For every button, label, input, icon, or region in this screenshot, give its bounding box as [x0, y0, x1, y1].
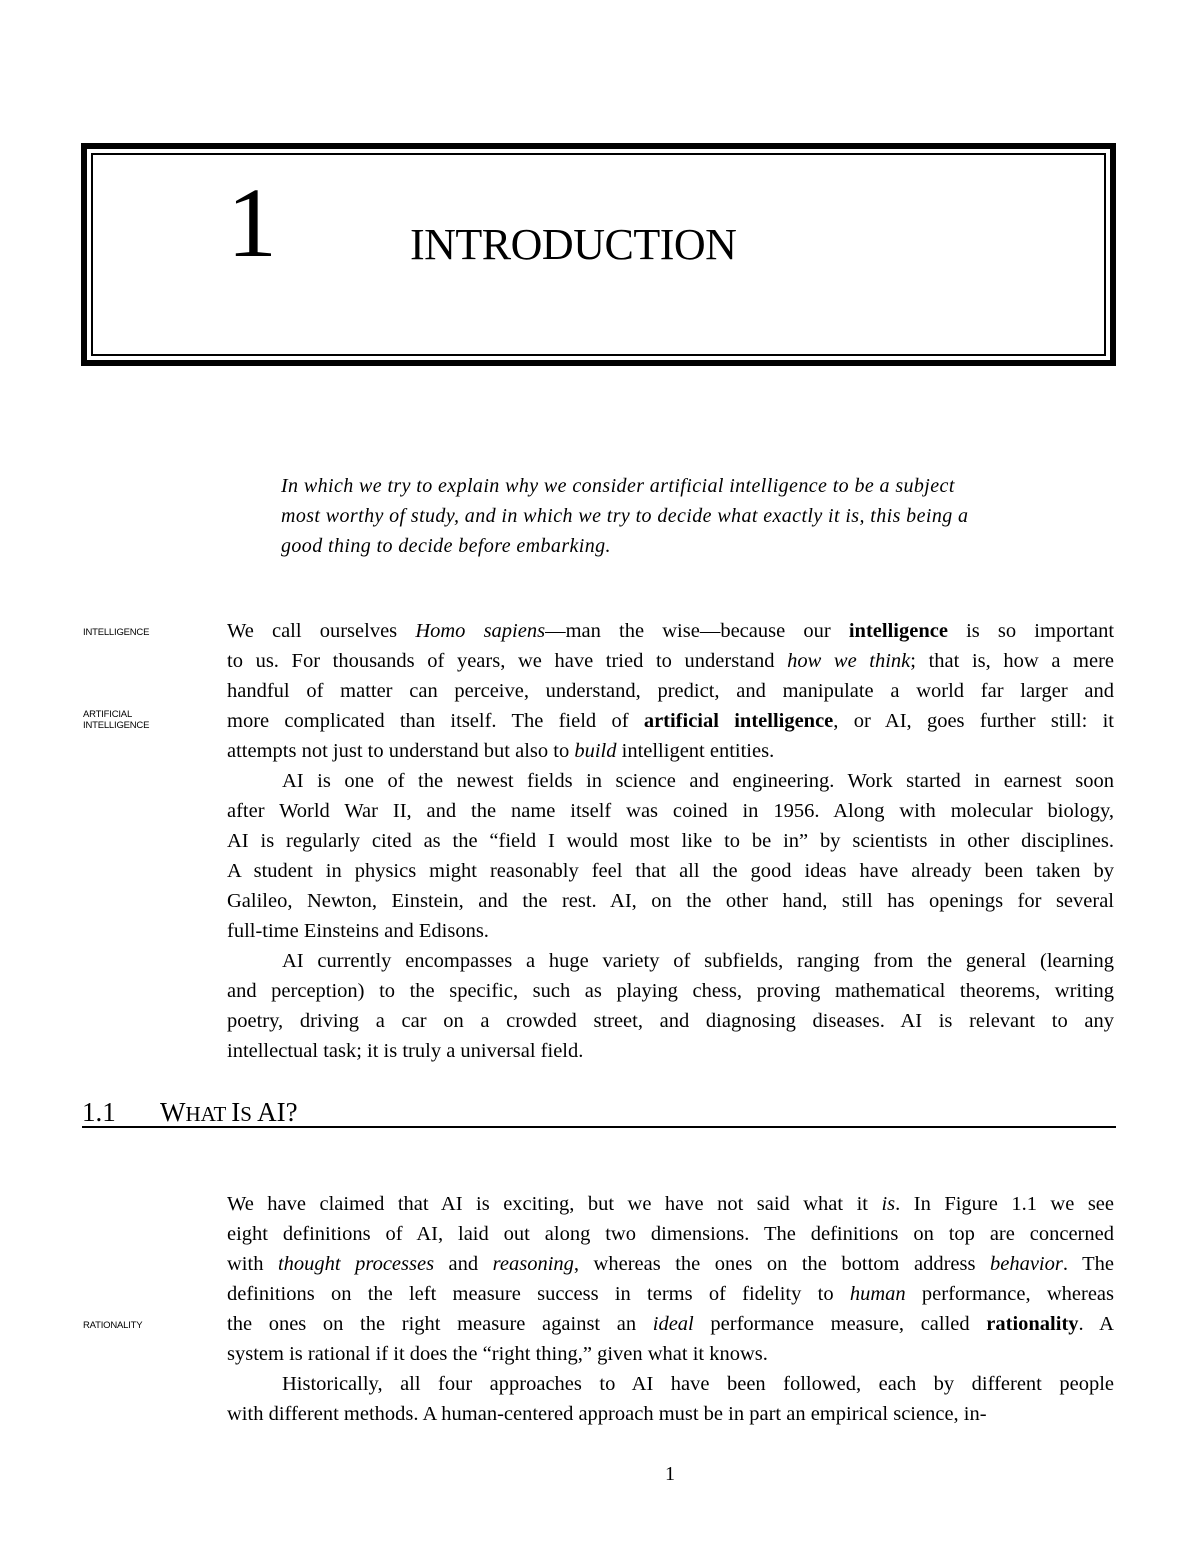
text-run: , or AI, goes further still: it — [833, 710, 1114, 732]
paragraph-line — [227, 916, 1114, 946]
epigraph-line: In which we try to explain why we consider artificial intelligence to be a subject — [281, 475, 955, 497]
text-run: performance measure, called — [693, 1313, 987, 1335]
section-heading — [82, 1098, 1116, 1128]
text-run: and perception) to the specific, such as playing chess, proving mathematical theorems, writing — [227, 980, 1114, 1002]
section-title — [160, 1097, 298, 1127]
text-run: We have claimed that AI is exciting, but we have not said what it — [227, 1193, 882, 1215]
text-run: —man the wise—because our — [545, 620, 849, 642]
paragraph-line — [227, 1399, 1114, 1429]
text-run: . The — [1062, 1253, 1114, 1275]
text-run: A student in physics might reasonably feel that all the good ideas have already been taken by — [227, 860, 1114, 882]
text-run: more complicated than itself. The field of — [227, 710, 644, 732]
chapter-header-box — [81, 143, 1116, 366]
italic-text: build — [574, 740, 617, 762]
text-run: intellectual task; it is truly a universal field. — [227, 1040, 584, 1062]
paragraph-line — [227, 826, 1114, 856]
epigraph-line: most worthy of study, and in which we try to decide what exactly it is, this being a — [281, 505, 969, 527]
paragraph-line — [282, 1369, 1114, 1399]
margin-note-artificial-intelligence — [83, 709, 149, 731]
text-run: is so important — [947, 620, 1115, 642]
section-title-part: W — [160, 1097, 186, 1127]
text-run: system is rational if it does the “right thing,” given what it knows. — [227, 1343, 768, 1365]
chapter-number: 1 — [227, 167, 277, 278]
bold-term: rationality — [986, 1313, 1079, 1335]
section-number: 1.1 — [82, 1097, 116, 1127]
text-run: after World War II, and the name itself was coined in 1956. Along with molecular biology, — [227, 800, 1114, 822]
paragraph-line — [227, 736, 1114, 766]
text-run: AI is regularly cited as the “field I would most like to be in” by scientists in other disciplines. — [227, 830, 1114, 852]
text-run: with different methods. A human-centered approach must be in part an empirical science, in- — [227, 1403, 987, 1425]
margin-note-text: INTELLIGENCE — [83, 627, 150, 638]
page-number: 1 — [665, 1463, 675, 1485]
text-run: and — [434, 1253, 493, 1275]
italic-text: thought processes — [277, 1253, 435, 1275]
bold-term: artificial intelligence — [643, 710, 834, 732]
text-run: We call ourselves — [227, 620, 416, 642]
text-run: Galileo, Newton, Einstein, and the rest. AI, on the other hand, still has openings for several — [227, 890, 1114, 912]
paragraph-line — [227, 1219, 1114, 1249]
epigraph-line: good thing to decide before embarking. — [281, 535, 611, 557]
paragraph-line — [227, 856, 1114, 886]
italic-text: how we think — [787, 650, 911, 672]
paragraph-line — [227, 796, 1114, 826]
section-title-part: AI? — [257, 1097, 298, 1127]
paragraph-line — [227, 886, 1114, 916]
text-run: AI is one of the newest fields in science and engineering. Work started in earnest soon — [282, 770, 1114, 792]
section-title-part: I — [231, 1097, 241, 1127]
margin-note-intelligence — [83, 627, 149, 638]
text-run: , whereas the ones on the bottom address — [573, 1253, 990, 1275]
paragraph-line — [227, 976, 1114, 1006]
chapter-epigraph — [281, 471, 1071, 561]
text-run: definitions on the left measure success in terms of fidelity to — [227, 1283, 850, 1305]
paragraph-line — [227, 1189, 1114, 1219]
italic-text: ideal — [652, 1313, 694, 1335]
text-run: poetry, driving a car on a crowded street, and diagnosing diseases. AI is relevant to any — [227, 1010, 1114, 1032]
text-run: with — [227, 1253, 278, 1275]
paragraph-line — [227, 1249, 1114, 1279]
italic-text: human — [849, 1283, 906, 1305]
bold-term: intelligence — [848, 620, 948, 642]
text-run: attempts not just to understand but also to — [227, 740, 575, 762]
italic-text: reasoning — [492, 1253, 574, 1275]
paragraph-line — [282, 766, 1114, 796]
paragraph-line — [227, 1309, 1114, 1339]
paragraph-line — [227, 676, 1114, 706]
text-run: performance, whereas — [905, 1283, 1114, 1305]
text-run: Historically, all four approaches to AI have been followed, each by different people — [282, 1373, 1114, 1395]
paragraph-line — [227, 1339, 1114, 1369]
paragraph-line — [227, 616, 1114, 646]
chapter-title: INTRODUCTION — [410, 220, 737, 269]
section-title-part: S — [240, 1102, 258, 1126]
section-title-part: HAT — [185, 1102, 232, 1126]
italic-text: is — [881, 1193, 896, 1215]
paragraph-line — [227, 706, 1114, 736]
paragraph-line — [227, 1036, 1114, 1066]
text-run: AI currently encompasses a huge variety of subfields, ranging from the general (learning — [282, 950, 1114, 972]
paragraph-line — [227, 646, 1114, 676]
paragraph-line — [227, 1279, 1114, 1309]
margin-note-text: ARTIFICIAL INTELLIGENCE — [83, 709, 150, 731]
text-run: . In Figure 1.1 we see — [895, 1193, 1114, 1215]
paragraph-line — [227, 1006, 1114, 1036]
margin-note-rationality — [83, 1320, 142, 1331]
text-run: to us. For thousands of years, we have tried to understand — [227, 650, 788, 672]
text-run: intelligent entities. — [616, 740, 775, 762]
text-run: the ones on the right measure against an — [227, 1313, 653, 1335]
margin-note-text: RATIONALITY — [83, 1320, 143, 1331]
paragraph-line — [282, 946, 1114, 976]
text-run: handful of matter can perceive, understand, predict, and manipulate a world far larger and — [227, 680, 1114, 702]
italic-text: Homo sapiens — [415, 620, 546, 642]
text-run: full-time Einsteins and Edisons. — [227, 920, 489, 942]
text-run: ; that is, how a mere — [910, 650, 1115, 672]
text-run: . A — [1078, 1313, 1114, 1335]
italic-text: behavior — [989, 1253, 1063, 1275]
text-run: eight definitions of AI, laid out along two dimensions. The definitions on top are concerned — [227, 1223, 1114, 1245]
